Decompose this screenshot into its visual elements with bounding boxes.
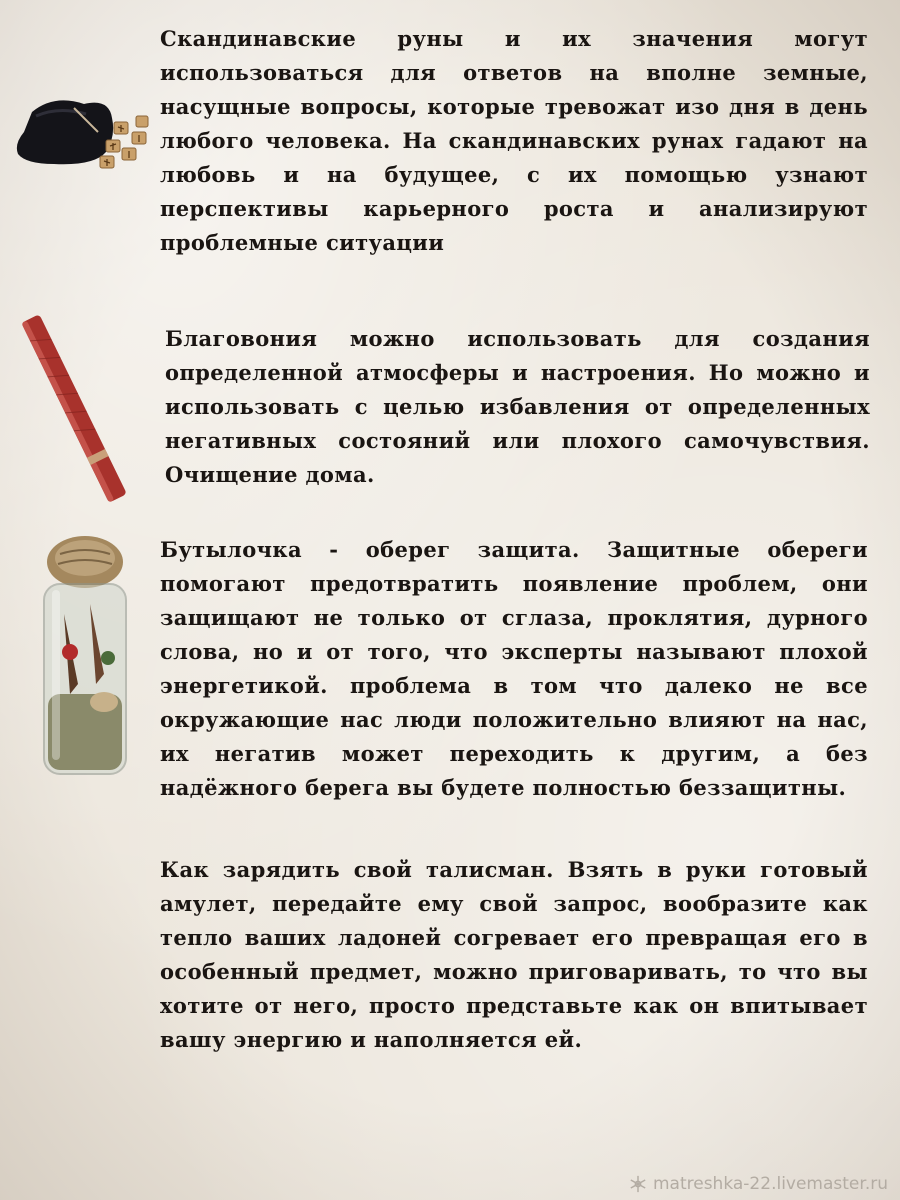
rune-pouch-icon — [14, 92, 154, 182]
amulet-bottle-icon — [30, 534, 140, 784]
text-block-runes: Скандинавские руны и их значения могут использоваться для ответов на вполне земные, насущные вопросы, которые тревожат изо дня в день любого человека. На скандинавских рунах гадают на любовь и на будущее, с их помощью узнают перспективы карьерного роста и анализируют проблемные ситуации — [160, 26, 868, 255]
text-block-bottle: Бутылочка - оберег защита. Защитные обереги помогают предотвратить появление проблем, они защищают не только от сглаза, проклятия, дурного слова, но и от того, что эксперты называют плохой энергетикой. проблема в том что далеко не все окружающие нас люди положительно влияют на нас, их негатив может переходить к другим, а без надёжного берега вы будете полностью беззащитны. — [160, 537, 868, 800]
incense-stick-icon — [20, 308, 130, 508]
text-block-incense: Благовония можно использовать для создания определенной атмосферы и настроения. Но можно и использовать с целью избавления от определенных негативных состояний или плохого самочувствия. Очищение дома. — [165, 326, 870, 487]
snowflake-logo-icon — [629, 1175, 647, 1193]
text-block-talisman: Как зарядить свой талисман. Взять в руки готовый амулет, передайте ему свой запрос, вообразите как тепло ваших ладоней согревает его превращая его в особенный предмет, можно приговаривать, то что вы хотите от него, просто представьте как он впитывает вашу энергию и наполняется ей. — [160, 857, 868, 1052]
watermark-text: matreshka-22.livemaster.ru — [652, 1174, 888, 1194]
watermark — [629, 1174, 888, 1194]
